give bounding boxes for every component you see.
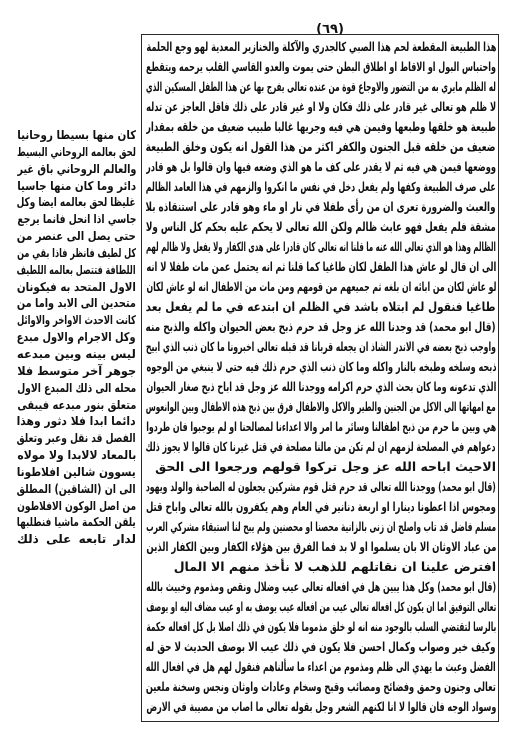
line-text: يلقن الحكمة ماشيا فنطلبها	[17, 515, 136, 530]
line-text: مسلم فاضل قد تاب واصلح ان زنى بالزانية محصنا او محصنين ولم يبح لنا استبقاء مشركي العرب	[146, 519, 496, 534]
main-text-line	[146, 557, 496, 577]
line-text: طاغيا فنقول لم ابتلاه باشد في الظلم ان ابتدعه في ما لم يفعل بعد	[146, 299, 496, 314]
margin-note-line	[17, 312, 136, 329]
line-text: وكل الاجرام والاول مبدع	[17, 330, 136, 345]
line-text: واحتباس البول او الاقاط او اطلاق البطن حتى يموت والعدو القاسي القلب يرحمه ويتقطع	[146, 59, 496, 74]
line-text: هي وبين ما حرم من ذبح اطفالنا وسائر ما امر والا اعداءنا لمصالحنا او لم يوجبوا فان طردوا	[146, 419, 496, 434]
line-text: دعواهم في المصلحة لزمهم ان لم تكن من مالنا مصلحة في قتل غيرنا كان قالوا لا يجوز ذلك	[146, 439, 496, 454]
line-text: لدار تابعه على ذلك	[17, 532, 136, 547]
main-text-line	[146, 697, 496, 717]
line-text: (قال ابو محمد) وكل هذا يبين هل في افعاله تعالى عيب وضلال ونقص ومذموم وخبيث بالله	[146, 579, 496, 594]
margin-note-line	[17, 329, 136, 346]
main-text-block	[146, 37, 496, 717]
main-text-line	[146, 197, 496, 217]
line-text: وكيف خير وصواب وكمال احسن فلا يكون في ذلك عيب الا بوصف الحديث لا حق له	[146, 639, 496, 654]
main-text-line	[146, 37, 496, 57]
line-text: لحق بعالمه الروحاني البسيط	[17, 144, 136, 159]
line-text: (قال ابو محمد) قد وجدنا الله عز وجل قد حرم ذبح بعض الحيوان واكله والذبح منه	[146, 319, 496, 334]
main-text-line	[146, 217, 496, 237]
margin-note-line	[17, 481, 136, 498]
main-text-line	[146, 597, 496, 617]
line-text: ذبحه وسلخه وطبخه بالنار واكله وما كان ذنب الذي حرم ذلك فيه حتى لا ينبغي من الوجوه	[146, 359, 496, 374]
margin-note-line	[17, 430, 136, 447]
main-text-line	[146, 457, 496, 477]
line-text: دائما ابدا فلا دثور وهذا	[17, 414, 136, 429]
line-text: الاحيث اباحه الله عز وجل تركوا قولهم ورجعوا الى الحق	[155, 459, 496, 474]
main-text-line	[146, 577, 496, 597]
line-text: كل لطيف فانظر فاذا بقي من	[17, 245, 136, 260]
main-text-line	[146, 657, 496, 677]
line-text: (قال ابو محمد) ووجدنا الله تعالى قد حرم قتل قوم مشركين يجعلون له الصاحبة والولد ويهود	[146, 479, 496, 494]
margin-note-line	[17, 498, 136, 515]
line-text: لا ظلم هو تعالى غير قادر على ذلك فكان ولا او غير قادر على ذلك فاقل العاجز عن تدله	[146, 99, 496, 114]
main-text-line	[146, 497, 496, 517]
line-text: كانت الاحدث الاواخر والاوائل	[17, 313, 136, 328]
line-text: جاسي اذا انحل فانما يرجع	[17, 212, 136, 227]
line-text: اللطافة فتتصل بعالمه اللطيف	[17, 262, 136, 277]
margin-note-line	[17, 262, 136, 279]
main-text-line	[146, 437, 496, 457]
main-text-line	[146, 177, 496, 197]
line-text: الاول المتحد به فيكونان	[17, 279, 136, 294]
main-text-line	[146, 537, 496, 557]
main-text-line	[146, 297, 496, 317]
main-text-line	[146, 317, 496, 337]
line-text: حتى يصل الى عنصر من	[17, 229, 136, 244]
line-text: ووضعها فيمن هي فيه ثم لا يقدر على كف ما هو الذي وضعه فيها وان قالوا بل هو قادر	[146, 159, 496, 174]
margin-note-line	[17, 295, 136, 312]
main-text-line	[146, 157, 496, 177]
line-text: محله الى ذلك المبدع الاول	[17, 380, 136, 395]
margin-note-block	[17, 127, 136, 548]
main-text-line	[146, 517, 496, 537]
main-text-line	[146, 397, 496, 417]
main-text-line	[146, 277, 496, 297]
line-text: من اصل الوكون الافلاطون	[17, 498, 136, 513]
line-text: يسوون شالين افلاطونا	[17, 464, 136, 479]
margin-note-line	[17, 363, 136, 380]
line-text: متحدين الى الابد واما من	[17, 296, 136, 311]
main-text-line	[146, 357, 496, 377]
line-text: على صرف الطبيعة وكفها ولم يفعل دخل في نفس ما انكروا والزمهم في هذا العامد الظالم	[146, 179, 496, 194]
main-text-line	[146, 637, 496, 657]
margin-note-line	[17, 514, 136, 531]
line-text: بالرسا لتقتضي السلب بالوجود منه انه لو خلق مذموما فلا يكون في ذلك اصلا بل كل افعاله حكمة	[146, 619, 496, 634]
line-text: تعالى التوفيق اما ان يكون كل افعاله تعالى عيب من افعاله عيب يوصف به او عيب مضاف اليه او يوصف	[146, 599, 496, 614]
line-text: ومجوس اذا اعطونا دينارا او اربعة دنانير في العام وهم يكفرون بالله تعالى واباح قتل	[146, 499, 496, 514]
margin-note-line	[17, 447, 136, 464]
line-text: بالمعاد لالابدا ولا مولاه	[17, 448, 136, 463]
line-text: غليظا لحق بعالمه ايضا وكل	[17, 195, 136, 210]
margin-note-line	[17, 194, 136, 211]
line-text: الى ان (الشاقين) المطلق	[17, 481, 136, 496]
main-text-line	[146, 57, 496, 77]
line-text: كان منها بسيطا روحانيا	[17, 128, 136, 142]
margin-note-line	[17, 346, 136, 363]
main-text-line	[146, 377, 496, 397]
margin-note-line	[17, 228, 136, 245]
margin-note-line	[17, 531, 136, 548]
line-text: من عباد الاوثان الا بان يسلموا او لا بد فما الفرق بين هؤلاء الكفار وبين الكفار الذين	[146, 539, 496, 554]
line-text: افترض علينا ان نقاتلهم للذهب لا نأخذ منهم الا المال	[173, 559, 496, 574]
line-text: طبيعة هو خلقها وطبعها وفيمن هي فيه وجريها غالبا طبيب ضعيف من خلقه بمقدار	[146, 119, 496, 134]
line-text: له الظلم مايري به من التضور والاوجاع قوة من عنده تعالى يفرج بها عن هذا الطفل المسكين الذي	[146, 79, 496, 94]
margin-note-line	[17, 178, 136, 195]
margin-note-line	[17, 127, 136, 144]
margin-note-line	[17, 211, 136, 228]
margin-note-line	[17, 380, 136, 397]
main-text-line	[146, 257, 496, 277]
main-text-line	[146, 617, 496, 637]
line-text: الظالم وهذا هو الذي تعالى الله عنه ما قلنا انه تعالى كان قادرا على هدى الكفار ولا يفعل ولا ظالم لهم	[146, 239, 496, 254]
margin-note-line	[17, 144, 136, 161]
margin-note-line	[17, 245, 136, 262]
line-text: واوجب ذبح بعضه في الاندر الشاذ ان يجعله قربانا قد قبله تعالى اخبرونا ما كان ذنب الذي ابيح	[146, 339, 496, 354]
page-number: (٦٩)	[316, 22, 344, 37]
main-text-line	[146, 477, 496, 497]
line-text: لو عاش لكان من ابائه ان بلغه ثم جميعهم من قومهم ومن مات من الاطفال انه لو عاش لكان	[146, 279, 496, 294]
line-text: الى ان قال لو عاش هذا الطفل لكان طاغيا كما قلنا ثم انه يحتمل عمن مات طفلا لا انه	[146, 259, 496, 274]
line-text: الفصل قد نقل وعبر وتعلق	[17, 431, 136, 446]
main-text-line	[146, 237, 496, 257]
main-text-line	[146, 97, 496, 117]
line-text: وسواد الوجه فان قالوا لا انا لكنهم الشعر وجل بقوله تعالى ما اصاب من مصيبة في الارض	[146, 699, 496, 714]
line-text: جوهر آخر متوسط فلا	[17, 363, 136, 378]
main-text-line	[146, 137, 496, 157]
line-text: والعبث والضرورة تعرى ان من رأى طفلا في نار او ماء وهو قادر على استنقاذه بلا	[146, 199, 496, 214]
line-text: دائر وما كان منها جاسيا	[17, 178, 136, 193]
margin-note-line	[17, 279, 136, 296]
line-text: الفضل وعبث ما يهدي الى ظلم ومذموم من اعداء ما سألناهم فنقول لهم هل في افعال الله	[146, 659, 496, 674]
main-text-line	[146, 117, 496, 137]
main-text-line	[146, 417, 496, 437]
margin-note-line	[17, 464, 136, 481]
line-text: ليس بينه وبين مبدعه	[17, 346, 136, 361]
line-text: والعالم الروحاني باق غير	[17, 161, 136, 176]
line-text: هذا الطبيعة المقطعة لحم هذا الصبي كالجدري والآكلة والخنازير المعدية لهو وجع الحلمة	[146, 39, 496, 54]
line-text: متعلق بنور مبدعه فيبقى	[17, 397, 136, 412]
main-text-line	[146, 77, 496, 97]
line-text: تعالى وجنون وحمق وفضائح ومصائب وقبح وسخام وعادات واوثان ونجس وسخنة ملعين	[146, 679, 496, 694]
line-text: الذي تدعونه وما كان بحث الذي حرم اكرامه ووجدنا الله عز وجل قد اباح ذبح صغار الحيوان	[146, 379, 496, 394]
main-text-line	[146, 337, 496, 357]
margin-note-line	[17, 413, 136, 430]
line-text: مع امهاتها الى الاكل من الجنين والطير والاكل والاطفال فرق بين ذبح هذه الاطفال وبين الوانعوس	[146, 399, 496, 414]
margin-note-line	[17, 161, 136, 178]
line-text: ضعيف من خلقه قبل الجنون والكفر اكثر من هذا القول انه يكون وخلق الطبيعة	[146, 139, 496, 154]
margin-note-line	[17, 397, 136, 414]
line-text: مشقة فلم يفعل فهو عابث ظالم ولكن الله تعالى لا يحكم عليه بحكم كل الناس ولا	[146, 219, 496, 234]
main-text-line	[146, 677, 496, 697]
